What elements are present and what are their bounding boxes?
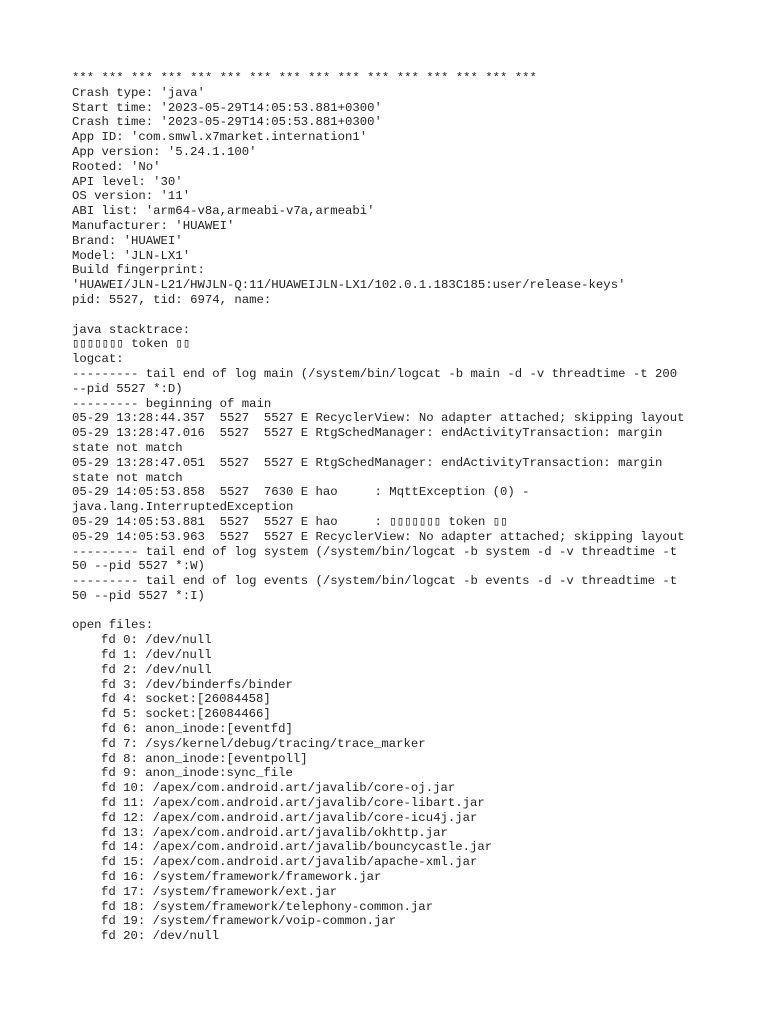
log-line: 05-29 13:28:47.016 5527 5527 E RtgSchedManager: endActivityTransaction: margin: [72, 426, 663, 441]
header-line: Crash type: 'java': [72, 85, 205, 100]
open-file-entry: fd 11: /apex/com.android.art/javalib/core-libart.jar: [101, 796, 485, 811]
log-line: 50 --pid 5527 *:W): [72, 559, 205, 574]
log-line: --------- tail end of log events (/system/bin/logcat -b events -d -v threadtime -t: [72, 574, 678, 589]
crash-header-block: [72, 71, 712, 323]
log-line: ▯▯▯▯▯▯▯ token ▯▯: [72, 337, 191, 352]
header-line: App version: '5.24.1.100': [72, 144, 257, 159]
log-line: --------- tail end of log main (/system/bin/logcat -b main -d -v threadtime -t 200: [72, 366, 678, 381]
header-line: Manufacturer: 'HUAWEI': [72, 218, 235, 233]
log-line: 50 --pid 5527 *:I): [72, 588, 205, 603]
log-line: 05-29 14:05:53.881 5527 5527 E hao : ▯▯▯▯▯▯▯ token ▯▯: [72, 514, 508, 529]
log-line: [72, 604, 712, 619]
log-line: 05-29 13:28:44.357 5527 5527 E RecyclerView: No adapter attached; skipping layout: [72, 411, 685, 426]
open-file-entry: fd 17: /system/framework/ext.jar: [101, 884, 338, 899]
open-file-entry: fd 12: /apex/com.android.art/javalib/core-icu4j.jar: [101, 810, 478, 825]
open-file-entry: fd 14: /apex/com.android.art/javalib/bouncycastle.jar: [101, 840, 493, 855]
header-line: *** *** *** *** *** *** *** *** *** *** *** *** *** *** *** ***: [72, 71, 537, 85]
header-line: API level: '30': [72, 174, 183, 189]
open-files-list: [72, 633, 712, 944]
open-file-entry: fd 6: anon_inode:[eventfd]: [101, 722, 293, 737]
open-file-entry: fd 19: /system/framework/voip-common.jar: [101, 914, 397, 929]
open-file-entry: fd 5: socket:[26084466]: [101, 707, 271, 722]
header-line: Start time: '2023-05-29T14:05:53.881+0300': [72, 100, 382, 115]
log-line: state not match: [72, 470, 183, 485]
crash-report-document: [72, 71, 712, 944]
open-file-entry: fd 16: /system/framework/framework.jar: [101, 870, 382, 885]
open-file-entry: fd 4: socket:[26084458]: [101, 692, 271, 707]
header-line: Build fingerprint:: [72, 263, 205, 278]
header-line: Model: 'JLN-LX1': [72, 248, 191, 263]
open-file-entry: fd 7: /sys/kernel/debug/tracing/trace_marker: [101, 736, 426, 751]
open-files-title: open files:: [72, 618, 154, 633]
log-line: 05-29 14:05:53.963 5527 5527 E RecyclerView: No adapter attached; skipping layout: [72, 529, 685, 544]
header-line: App ID: 'com.smwl.x7market.internation1': [72, 130, 368, 145]
log-line: logcat:: [72, 352, 124, 367]
header-line: OS version: '11': [72, 189, 191, 204]
open-file-entry: fd 8: anon_inode:[eventpoll]: [101, 751, 308, 766]
log-line: 05-29 13:28:47.051 5527 5527 E RtgSchedManager: endActivityTransaction: margin: [72, 455, 663, 470]
log-line: --------- tail end of log system (/system/bin/logcat -b system -d -v threadtime -t: [72, 544, 678, 559]
log-line: java.lang.InterruptedException: [72, 500, 294, 515]
open-file-entry: fd 18: /system/framework/telephony-common.jar: [101, 899, 434, 914]
open-file-entry: fd 15: /apex/com.android.art/javalib/apache-xml.jar: [101, 855, 478, 870]
open-file-entry: fd 1: /dev/null: [101, 648, 212, 663]
header-line: ABI list: 'arm64-v8a,armeabi-v7a,armeabi': [72, 204, 375, 219]
open-file-entry: fd 0: /dev/null: [101, 633, 212, 648]
stacktrace-logcat-block: [72, 323, 712, 619]
header-line: pid: 5527, tid: 6974, name:: [72, 292, 272, 307]
open-file-entry: fd 10: /apex/com.android.art/javalib/core-oj.jar: [101, 781, 456, 796]
open-file-entry: fd 2: /dev/null: [101, 662, 212, 677]
header-line: Rooted: 'No': [72, 159, 161, 174]
open-file-entry: fd 13: /apex/com.android.art/javalib/okhttp.jar: [101, 825, 448, 840]
log-line: java stacktrace:: [72, 322, 191, 337]
log-line: --------- beginning of main: [72, 396, 272, 411]
header-line: Crash time: '2023-05-29T14:05:53.881+0300': [72, 115, 382, 130]
header-line: [72, 308, 712, 323]
open-file-entry: fd 9: anon_inode:sync_file: [101, 766, 293, 781]
log-line: 05-29 14:05:53.858 5527 7630 E hao : MqttException (0) -: [72, 485, 530, 500]
open-file-entry: fd 3: /dev/binderfs/binder: [101, 677, 293, 692]
header-line: 'HUAWEI/JLN-L21/HWJLN-Q:11/HUAWEIJLN-LX1/102.0.1.183C185:user/release-keys': [72, 278, 626, 293]
log-line: --pid 5527 *:D): [72, 381, 183, 396]
open-file-entry: fd 20: /dev/null: [101, 929, 220, 944]
log-line: state not match: [72, 440, 183, 455]
header-line: Brand: 'HUAWEI': [72, 233, 183, 248]
